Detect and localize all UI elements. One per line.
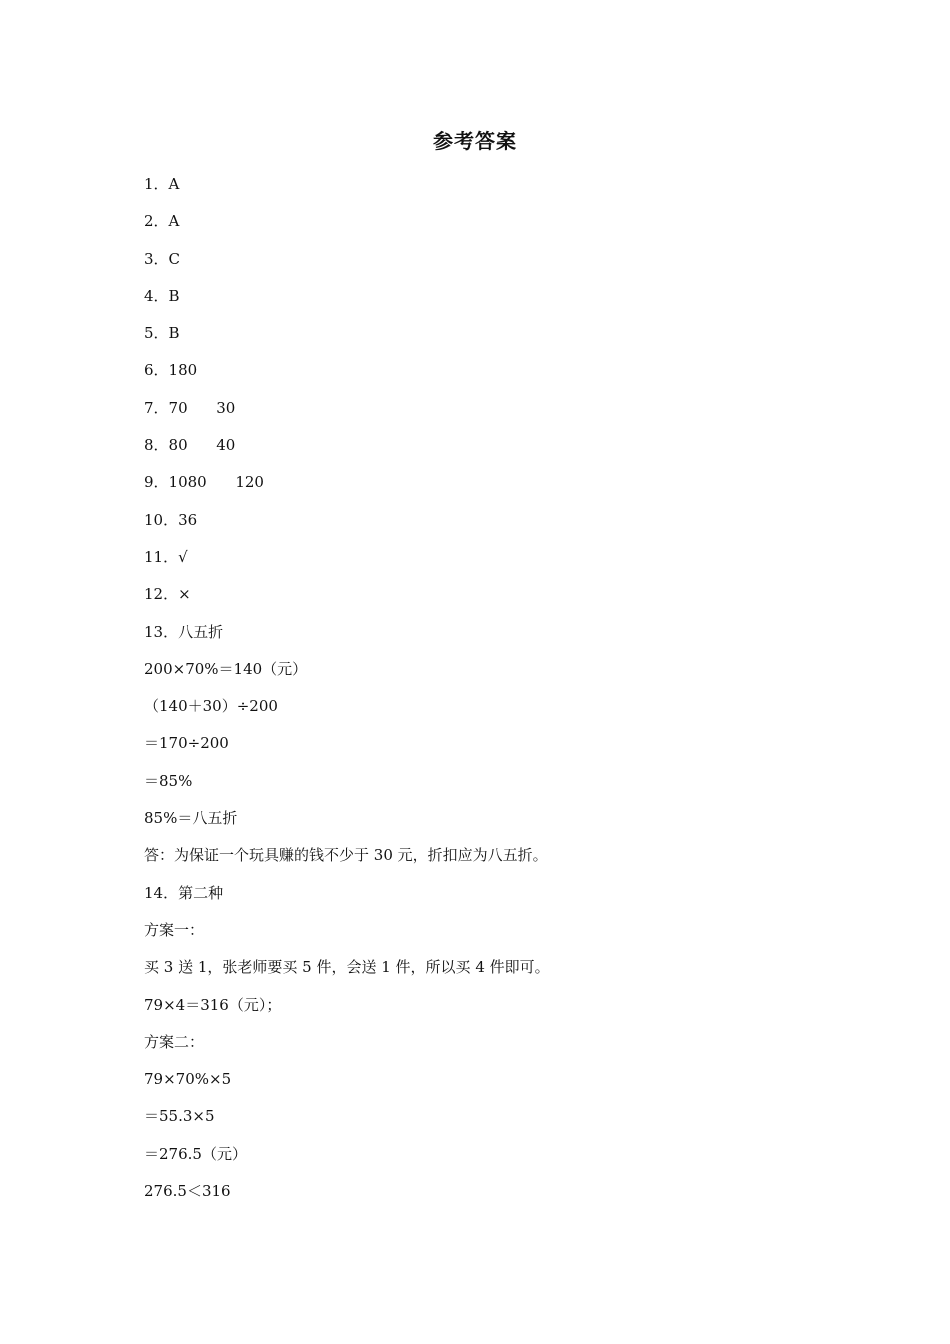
answer-line: 13．八五折 — [144, 622, 224, 641]
plan-heading: 方案一： — [144, 920, 205, 939]
solution-line: 买 3 送 1，张老师要买 5 件，会送 1 件，所以买 4 件即可。 — [144, 958, 550, 977]
solution-line: 276.5＜316 — [144, 1182, 231, 1201]
solution-line: 79×70%×5 — [144, 1070, 232, 1089]
solution-line: ＝170÷200 — [144, 734, 229, 753]
solution-line: 79×4＝316（元）； — [144, 995, 282, 1014]
solution-line: ＝55.3×5 — [144, 1107, 215, 1126]
answer-line: 4．B — [144, 286, 180, 305]
answer-line: 14．第二种 — [144, 883, 224, 902]
answer-list — [144, 171, 844, 1215]
plan-heading: 方案二： — [144, 1032, 205, 1051]
solution-line: （140＋30）÷200 — [144, 697, 278, 716]
answer-line: 3．C — [144, 249, 181, 268]
solution-line: 85%＝八五折 — [144, 809, 238, 828]
answer-line: 11．√ — [144, 547, 188, 566]
answer-line: 10．36 — [144, 510, 198, 529]
page-title: 参考答案 — [433, 129, 517, 153]
answer-line: 7．70 30 — [144, 398, 236, 417]
solution-line: ＝276.5（元） — [144, 1144, 247, 1163]
answer-line: 8．80 40 — [144, 436, 236, 455]
answer-line: 6．180 — [144, 361, 198, 380]
solution-line: 200×70%＝140（元） — [144, 659, 308, 678]
answer-line: 2．A — [144, 212, 180, 231]
answer-line: 1．A — [144, 175, 180, 193]
solution-line: ＝85% — [144, 771, 193, 790]
answer-line: 12．× — [144, 585, 191, 604]
answer-statement: 答：为保证一个玩具赚的钱不少于 30 元，折扣应为八五折。 — [144, 846, 548, 865]
answer-line: 9．1080 120 — [144, 473, 264, 492]
answer-line: 5．B — [144, 324, 180, 343]
